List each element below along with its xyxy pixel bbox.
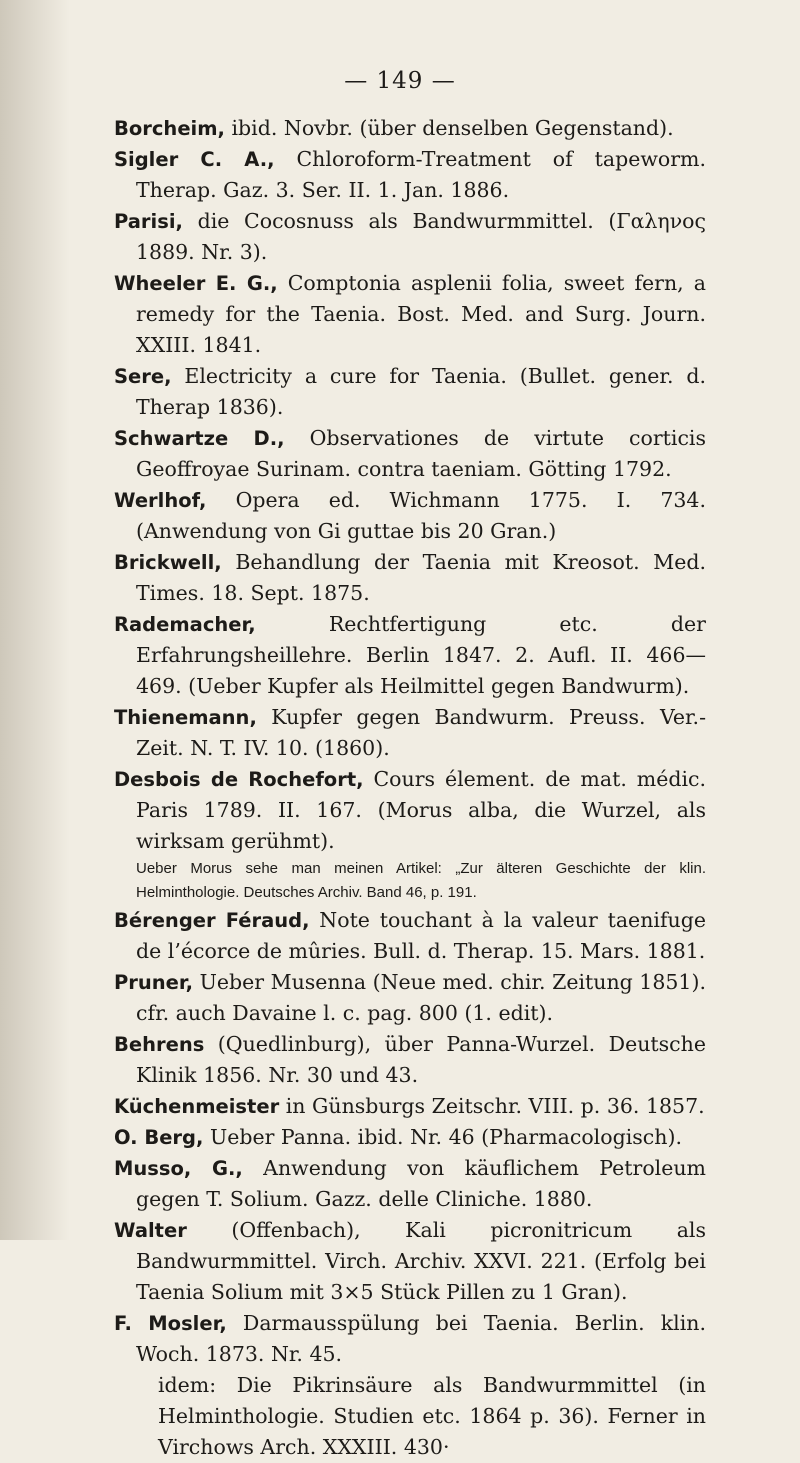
- entry-author: Brickwell,: [114, 551, 222, 574]
- entry-text: Anwendung von käuflichem Petroleum gegen T. Solium. Gazz. delle Cliniche. 1880.: [136, 1156, 706, 1211]
- entry-author: Pruner,: [114, 971, 194, 994]
- entry-author: Schwartze D.,: [114, 427, 285, 450]
- bibliography-entry: [114, 905, 706, 967]
- bibliography-entry: [114, 1153, 706, 1215]
- bibliography-entry: [114, 206, 706, 268]
- entry-text: Observationes de virtute corticis Geoffroyae Surinam. contra taeniam. Götting 1792.: [136, 426, 706, 481]
- bibliography-entry: [114, 609, 706, 702]
- bibliography-entry: [114, 423, 706, 485]
- entry-text: Comptonia asplenii folia, sweet fern, a remedy for the Taenia. Bost. Med. and Surg. Journ. XXIII. 1841.: [136, 271, 706, 357]
- bibliography-entry: [114, 1308, 706, 1463]
- entry-text: die Cocosnuss als Bandwurmmittel. (Γαληνος 1889. Nr. 3).: [136, 209, 706, 264]
- entry-author: Desbois de Rochefort,: [114, 768, 364, 791]
- bibliography-entry: [114, 1029, 706, 1091]
- bibliography-entry: [114, 268, 706, 361]
- page-number: — 149 —: [344, 68, 456, 94]
- entry-continuation: idem: Die Pikrinsäure als Bandwurmmittel (in Helminthologie. Studien etc. 1864 p. 36). Ferner in Virchows Arch. XXXIII. 430·: [158, 1373, 706, 1459]
- entry-author: Wheeler E. G.,: [114, 272, 278, 295]
- entry-text: Kupfer gegen Bandwurm. Preuss. Ver.-Zeit. N. T. IV. 10. (1860).: [136, 705, 706, 760]
- entry-text: Note touchant à la valeur taenifuge de l’écorce de mûries. Bull. d. Therap. 15. Mars. 1881.: [136, 908, 706, 963]
- entry-author: Thienemann,: [114, 706, 257, 729]
- entry-author: O. Berg,: [114, 1126, 204, 1149]
- entry-note: Ueber Morus sehe man meinen Artikel: „Zur älteren Geschichte der klin. Helminthologie. Deutsches Archiv. Band 46, p. 191.: [136, 860, 706, 901]
- bibliography-entry: [114, 485, 706, 547]
- bibliography-entry: [114, 144, 706, 206]
- bibliography-entry: [114, 113, 706, 144]
- entry-author: Borcheim,: [114, 117, 225, 140]
- entry-author: Küchenmeister: [114, 1095, 280, 1118]
- entry-author: Walter: [114, 1219, 187, 1242]
- entry-author: Bérenger Féraud,: [114, 909, 310, 932]
- entry-text: Ueber Panna. ibid. Nr. 46 (Pharmacologisch).: [203, 1125, 682, 1149]
- bibliography-entry: [114, 1215, 706, 1308]
- entry-author: F. Mosler,: [114, 1312, 227, 1335]
- entry-text: ibid. Novbr. (über denselben Gegenstand).: [224, 116, 674, 140]
- entry-text: Chloroform-Treatment of tapeworm. Therap. Gaz. 3. Ser. II. 1. Jan. 1886.: [136, 147, 706, 202]
- bibliography-entry: [114, 547, 706, 609]
- bibliography-entry: [114, 967, 706, 1029]
- entry-text: Behandlung der Taenia mit Kreosot. Med. Times. 18. Sept. 1875.: [136, 550, 706, 605]
- entry-text: Cours élement. de mat. médic. Paris 1789. II. 167. (Morus alba, die Wurzel, als wirksam gerühmt).: [136, 767, 707, 853]
- entry-text: (Offenbach), Kali picronitricum als Bandwurmmittel. Virch. Archiv. XXVI. 221. (Erfolg bei Taenia Solium mit 3×5 Stück Pillen zu 1 Gran).: [136, 1218, 706, 1304]
- entry-text: Opera ed. Wichmann 1775. I. 734. (Anwendung von Gi guttae bis 20 Gran.): [136, 488, 706, 543]
- entry-author: Parisi,: [114, 210, 183, 233]
- entry-author: Sere,: [114, 365, 172, 388]
- bibliography-entry: [114, 1091, 706, 1122]
- bibliography-entry: [114, 1122, 706, 1153]
- entry-author: Rademacher,: [114, 613, 256, 636]
- entry-text: (Quedlinburg), über Panna-Wurzel. Deutsche Klinik 1856. Nr. 30 und 43.: [136, 1032, 706, 1087]
- page-binding-shadow: [0, 0, 70, 1240]
- bibliography-entry: [114, 361, 706, 423]
- entry-text: Rechtfertigung etc. der Erfahrungsheillehre. Berlin 1847. 2. Aufl. II. 466—469. (Ueber Kupfer als Heilmittel gegen Bandwurm).: [136, 612, 706, 698]
- entry-author: Werlhof,: [114, 489, 207, 512]
- entry-author: Musso, G.,: [114, 1157, 243, 1180]
- entry-author: Behrens: [114, 1033, 205, 1056]
- entry-text: Ueber Musenna (Neue med. chir. Zeitung 1851). cfr. auch Davaine l. c. pag. 800 (1. edit).: [136, 970, 706, 1025]
- entry-text: in Günsburgs Zeitschr. VIII. p. 36. 1857.: [279, 1094, 705, 1118]
- bibliography-entry: [114, 702, 706, 764]
- bibliography-list: [114, 113, 706, 1463]
- bibliography-entry: [114, 764, 706, 857]
- entry-text: Darmausspülung bei Taenia. Berlin. klin. Woch. 1873. Nr. 45.: [136, 1311, 706, 1366]
- entry-text: Electricity a cure for Taenia. (Bullet. gener. d. Therap 1836).: [136, 364, 706, 419]
- entry-author: Sigler C. A.,: [114, 148, 275, 171]
